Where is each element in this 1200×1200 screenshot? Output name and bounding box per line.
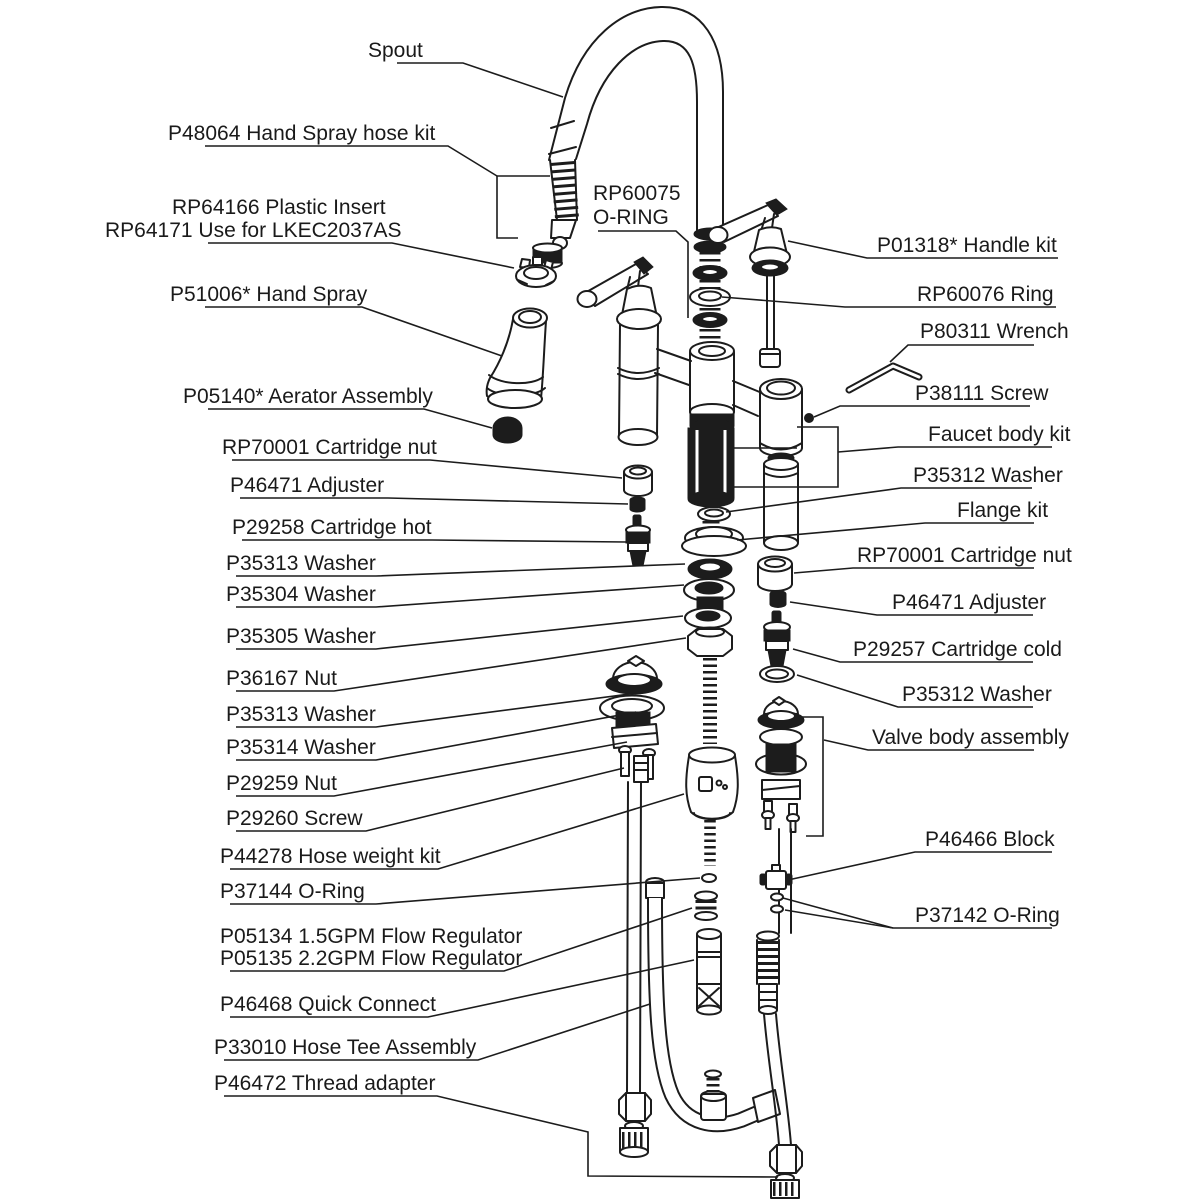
center-stack-drawing <box>682 428 746 744</box>
center-rod-drawing <box>690 228 730 348</box>
leader-hand-spray <box>205 307 502 356</box>
label-flow-regulator-line1: P05134 1.5GPM Flow Regulator <box>220 925 523 948</box>
label-washer-35313-b: P35313 Washer <box>226 703 376 726</box>
label-block: P46466 Block <box>925 828 1055 851</box>
label-flange-kit: Flange kit <box>957 499 1049 522</box>
label-ring-60076: RP60076 Ring <box>917 283 1054 306</box>
label-quick-connect: P46468 Quick Connect <box>220 993 436 1016</box>
bracket-hand-spray-hose-kit <box>497 176 550 238</box>
aerator-drawing <box>493 417 522 443</box>
leader-spout <box>397 63 563 97</box>
wrench-drawing <box>849 366 919 390</box>
left-valve-body-drawing <box>600 656 664 782</box>
set-screw-drawing <box>805 414 814 423</box>
label-oring-37144: P37144 O-Ring <box>220 880 365 903</box>
leader-cartridge-nut-right <box>794 568 1034 573</box>
label-cartridge-nut-right: RP70001 Cartridge nut <box>857 544 1072 567</box>
label-nut-36167: P36167 Nut <box>226 667 337 690</box>
label-nut-29259: P29259 Nut <box>226 772 337 795</box>
label-washer-35314: P35314 Washer <box>226 736 376 759</box>
hand-spray-drawing <box>487 309 547 409</box>
label-oring-60075-line1: RP60075 <box>593 182 681 205</box>
label-washer-35304: P35304 Washer <box>226 583 376 606</box>
leader-block <box>788 852 1052 880</box>
label-washer-35312-a: P35312 Washer <box>913 464 1063 487</box>
label-adjuster-left: P46471 Adjuster <box>230 474 385 497</box>
plastic-insert-drawing <box>516 257 556 287</box>
label-plastic-insert-line1: RP64166 Plastic Insert <box>172 196 386 219</box>
label-cartridge-nut-left: RP70001 Cartridge nut <box>222 436 437 459</box>
label-washer-35312-b: P35312 Washer <box>902 683 1052 706</box>
label-spout: Spout <box>368 39 423 62</box>
leader-cartridge-hot <box>242 540 626 542</box>
label-cartridge-hot: P29258 Cartridge hot <box>232 516 432 539</box>
leader-plastic-insert <box>208 243 514 268</box>
label-cartridge-cold: P29257 Cartridge cold <box>853 638 1062 661</box>
right-valve-body-drawing <box>756 697 806 832</box>
label-handle-kit: P01318* Handle kit <box>877 234 1057 257</box>
leader-wrench <box>890 345 1034 362</box>
faucet-artwork <box>487 7 919 1198</box>
label-screw-29260: P29260 Screw <box>226 807 363 830</box>
label-hand-spray-hose-kit: P48064 Hand Spray hose kit <box>168 122 436 145</box>
leader-faucet-body-kit <box>838 447 1052 452</box>
leader-hand-spray-hose-kit <box>205 146 497 176</box>
label-adjuster-right: P46471 Adjuster <box>892 591 1047 614</box>
right-hose-drawing <box>757 829 802 1198</box>
left-column-drawing <box>624 466 652 567</box>
bracket-valve-body-assembly <box>802 717 823 836</box>
label-oring-37142: P37142 O-Ring <box>915 904 1060 927</box>
leader-screw-38111 <box>814 406 1030 417</box>
label-hand-spray: P51006* Hand Spray <box>170 283 368 306</box>
label-washer-35305: P35305 Washer <box>226 625 376 648</box>
label-plastic-insert-line2: RP64171 Use for LKEC2037AS <box>105 219 402 242</box>
leader-aerator <box>208 409 492 428</box>
label-flow-regulator-line2: P05135 2.2GPM Flow Regulator <box>220 947 523 970</box>
label-aerator-assembly: P05140* Aerator Assembly <box>183 385 433 408</box>
label-wrench: P80311 Wrench <box>920 320 1069 343</box>
label-thread-adapter: P46472 Thread adapter <box>214 1072 436 1095</box>
label-hose-tee-assembly: P33010 Hose Tee Assembly <box>214 1036 477 1059</box>
left-handle-drawing <box>578 257 662 445</box>
leader-adjuster-left <box>240 498 628 504</box>
hose-weight-drawing <box>686 748 738 1015</box>
label-faucet-body-kit: Faucet body kit <box>928 423 1071 446</box>
label-screw-38111: P38111 Screw <box>915 382 1049 405</box>
label-washer-35313-a: P35313 Washer <box>226 552 376 575</box>
label-oring-60075-line2: O-RING <box>593 206 669 229</box>
label-valve-body-assembly: Valve body assembly <box>872 726 1069 749</box>
leader-thread-adapter <box>224 1096 778 1177</box>
label-hose-weight-kit: P44278 Hose weight kit <box>220 845 441 868</box>
